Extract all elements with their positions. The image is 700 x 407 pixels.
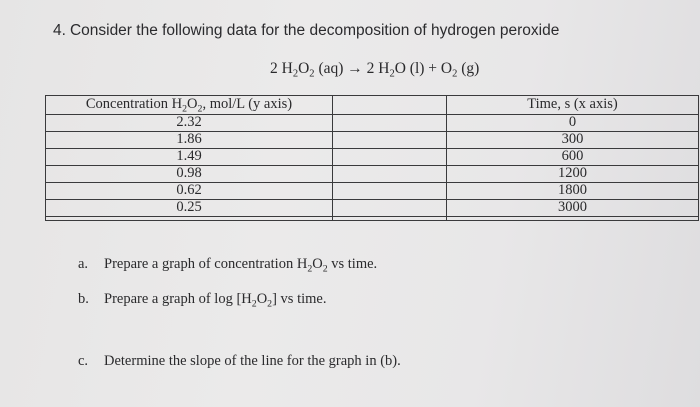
table-row xyxy=(46,149,699,166)
conc-cell: 2.32 xyxy=(46,115,333,132)
header-concentration: Concentration $H_2O_2$, mol/L (y axis) xyxy=(46,96,333,115)
data-table xyxy=(45,95,699,221)
header-blank xyxy=(333,96,447,115)
blank-cell xyxy=(333,149,447,166)
conc-cell: 0.98 xyxy=(46,166,333,183)
blank-cell xyxy=(333,200,447,217)
blank-cell xyxy=(333,183,447,200)
question-text: Consider the following data for the decomposition of hydrogen peroxide xyxy=(69,22,560,39)
blank-cell xyxy=(333,132,447,149)
blank-cell xyxy=(333,115,447,132)
part-a: a. Prepare a graph of concentration $H_2O_2$ vs time. xyxy=(78,256,378,275)
part-b: b. Prepare a graph of $\log [H_2O_2]$ vs time. xyxy=(78,291,327,310)
table-row xyxy=(46,132,699,149)
question-title xyxy=(53,22,559,40)
time-cell: 600 xyxy=(447,149,699,166)
question-number: 4. xyxy=(53,22,66,39)
conc-cell: 0.25 xyxy=(46,200,333,217)
time-cell: 3000 xyxy=(447,200,699,217)
part-a-letter: a. xyxy=(78,256,89,272)
header-time: Time, s (x axis) xyxy=(447,96,699,115)
table-header-row xyxy=(46,96,699,115)
time-cell: 0 xyxy=(447,115,699,132)
conc-cell: 1.49 xyxy=(46,149,333,166)
time-cell: 1200 xyxy=(447,166,699,183)
chemical-equation: 2 $H_2O_2$ (aq) → 2 $H_2O$ $(l) + O_2$ (g) xyxy=(270,60,480,80)
part-c-letter: c. xyxy=(78,353,89,369)
time-cell: 1800 xyxy=(447,183,699,200)
table-row xyxy=(46,183,699,200)
blank-cell xyxy=(333,166,447,183)
conc-cell: 0.62 xyxy=(46,183,333,200)
conc-cell: 1.86 xyxy=(46,132,333,149)
table-row xyxy=(46,200,699,217)
table-row xyxy=(46,166,699,183)
table-row xyxy=(46,115,699,132)
part-b-letter: b. xyxy=(78,291,89,307)
part-c: c. Determine the slope of the line for the graph in (b). xyxy=(78,353,401,369)
table-spacer-row xyxy=(46,217,699,221)
time-cell: 300 xyxy=(447,132,699,149)
